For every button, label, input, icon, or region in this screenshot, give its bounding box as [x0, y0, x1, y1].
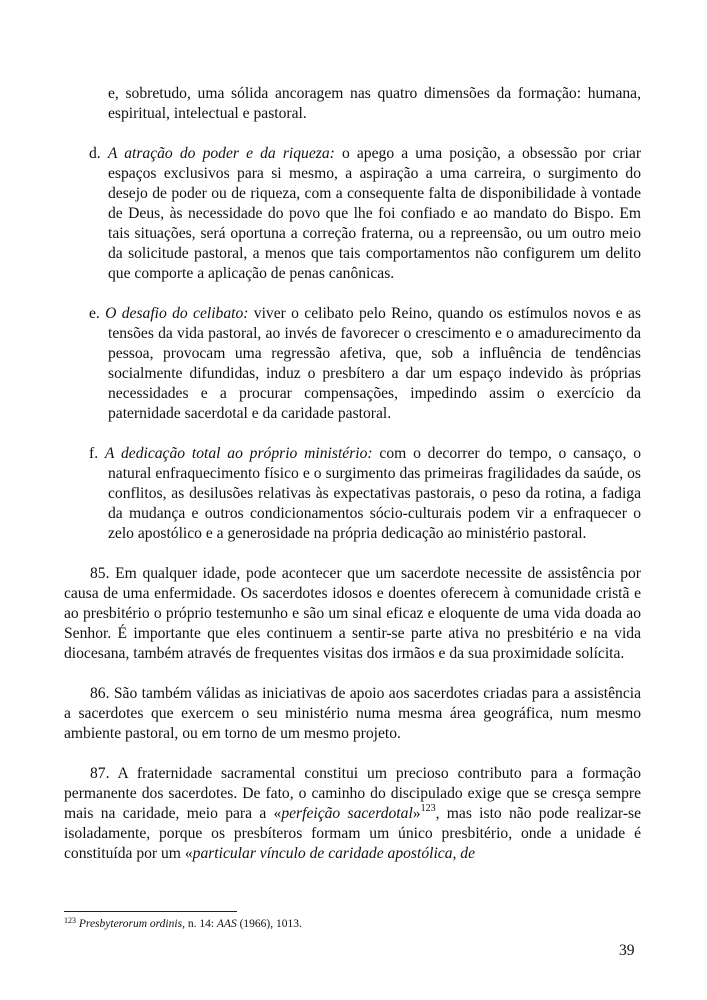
- p87-italic-quote: perfeição sacerdotal: [281, 805, 413, 822]
- p87-text-a: 87. A fraternidade sacramental constitui um precioso contributo para a formação permanente dos sacerdotes. De fato, o caminho do discipulado exige que se cresça sempre mais na caridade, meio para a «: [64, 765, 641, 822]
- p87-text-b: »: [412, 805, 421, 822]
- item-text: viver o celibato pelo Reino, quando os estímulos novos e as tensões da vida pastoral, ao invés de favorecer o crescimento e o amadurecimento da pessoa, provocam uma regressão afetiva, que, sob a influência de tendências socialmente difundidas, induz o presbítero a dar um espaço indevido às próprias necessidades e a procurar compensações, impedindo assim o exercício da paternidade sacerdotal e da caridade pastoral.: [108, 305, 641, 422]
- paragraph-86: 86. São também válidas as iniciativas de apoio aos sacerdotes criadas para a assistência a sacerdotes que exercem o seu ministério numa mesma área geográfica, num mesmo ambiente pastoral, ou em torno de um mesmo projeto.: [64, 685, 641, 742]
- item-text: o apego a uma posição, a obsessão por criar espaços exclusivos para si mesmo, a aspiração a uma carreira, o surgimento do desejo de poder ou de riqueza, com a consequente falta de disponibilidade à vontade de Deus, às necessidade do povo que lhe foi confiado e ao mandato do Bispo. Em tais situações, será oportuna a correção fraterna, ou a repreensão, ou um outro meio da solicitude pastoral, a menos que tais comportamentos não configurem um delito que comporte a aplicação de penas canônicas.: [108, 145, 642, 282]
- item-marker: e.: [89, 305, 100, 322]
- footnote-journal: AAS: [216, 918, 237, 930]
- item-title: A dedicação total ao próprio ministério:: [104, 445, 373, 462]
- item-title: A atração do poder e da riqueza:: [107, 145, 335, 162]
- list-item-f: [64, 444, 641, 544]
- footnote-mid: , n. 14:: [182, 918, 217, 930]
- paragraph-87: [64, 764, 641, 864]
- p87-italic-quote-2: particular vínculo de caridade apostólica, de: [192, 845, 476, 862]
- item-text: com o decorrer do tempo, o cansaço, o natural enfraquecimento físico e o surgimento das primeiras fragilidades da saúde, os conflitos, as desilusões relativas às expectativas pastorais, o peso da rotina, a fadiga da mudança e outros condicionamentos sócio-culturais podem vir a enfraquecer o zelo apostólico e a generosidade na própria dedicação ao ministério pastoral.: [108, 445, 641, 542]
- list-item-d: [64, 144, 641, 284]
- item-marker: d.: [89, 145, 101, 162]
- list-item-e: [64, 304, 641, 424]
- footnote-rest: (1966), 1013.: [236, 918, 302, 930]
- footnote: [64, 917, 302, 931]
- page-number: 39: [619, 942, 635, 959]
- paragraph-85: 85. Em qualquer idade, pode acontecer que um sacerdote necessite de assistência por causa de uma enfermidade. Os sacerdotes idosos e doentes oferecem à comunidade cristã e ao presbitério o próprio testemunho e são um sinal eficaz e eloquente de uma vida doada ao Senhor. É importante que eles continuem a sentir-se parte ativa no presbitério e na vida diocesana, também através de frequentes visitas dos irmãos e da sua proximidade solícita.: [64, 565, 641, 662]
- continuation-text: e, sobretudo, uma sólida ancoragem nas quatro dimensões da formação: humana, espiritual, intelectual e pastoral.: [108, 85, 641, 122]
- p87-text-c: , mas isto não pode realizar-se isoladamente, porque os presbíteros formam um único presbitério, onde a unidade é constituída por um «: [64, 805, 641, 862]
- footnote-separator: [64, 911, 237, 912]
- item-marker: f.: [89, 445, 99, 462]
- footnote-number: 123: [64, 916, 76, 925]
- item-title: O desafio do celibato:: [105, 305, 249, 322]
- footnote-title: Presbyterorum ordinis: [78, 918, 183, 930]
- footnote-ref[interactable]: 123: [420, 803, 436, 814]
- page-body: [64, 84, 641, 884]
